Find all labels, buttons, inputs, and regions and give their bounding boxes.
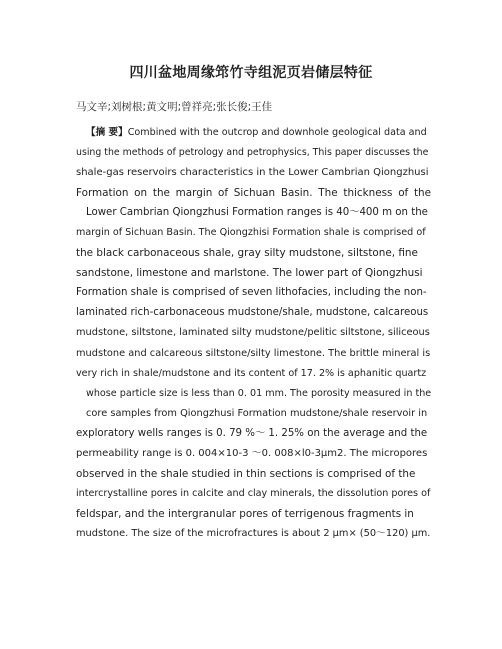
abstract-line: feldspar, and the intergranular pores of terrigenous fragments in: [76, 507, 414, 520]
abstract-line: permeability range is 0. 004×10-3 ～0. 008×l0-3μm2. The micropores: [76, 447, 428, 459]
abstract-section: [76, 123, 431, 544]
abstract-line: Lower Cambrian Qiongzhusi Formation ranges is 40～400 m on the: [86, 207, 428, 219]
abstract-line: sandstone, limestone and marlstone. The lower part of Qiongzhusi: [76, 267, 423, 280]
abstract-line: Formation on the margin of Sichuan Basin. The thickness of the: [76, 187, 431, 200]
abstract-label: 【摘 要】: [86, 127, 128, 138]
abstract-line: Formation shale is comprised of seven lithofacies, including the non-: [76, 287, 427, 299]
abstract-line: laminated rich-carbonaceous mudstone/shale, mudstone, calcareous: [76, 307, 429, 319]
abstract-line: mudstone, siltstone, laminated silty mudstone/pelitic siltstone, siliceous: [76, 327, 430, 339]
abstract-text: Combined with the outcrop and downhole geological data and: [127, 127, 427, 138]
abstract-line: intercrystalline pores in calcite and clay minerals, the dissolution pores of: [76, 487, 431, 499]
abstract-line: shale-gas reservoirs characteristics in the Lower Cambrian Qiongzhusi: [76, 167, 429, 179]
abstract-line-1: [76, 123, 431, 143]
document-title: 四川盆地周缘筇竹寺组泥页岩储层特征: [129, 65, 373, 81]
author-list: 马文辛;刘树根;黄文明;曾祥亮;张长俊;王佳: [76, 101, 273, 113]
abstract-line: mudstone and calcareous siltstone/silty limestone. The brittle mineral is: [76, 347, 431, 359]
abstract-line: mudstone. The size of the microfractures is about 2 μm× (50～120) μm.: [76, 527, 431, 539]
abstract-line: core samples from Qiongzhusi Formation mudstone/shale reservoir in: [86, 407, 428, 419]
abstract-line: the black carbonaceous shale, gray silty mudstone, siltstone, fine: [76, 247, 418, 260]
abstract-line: margin of Sichuan Basin. The Qiongzhisi Formation shale is comprised of: [76, 227, 426, 239]
abstract-line: whose particle size is less than 0. 01 mm. The porosity measured in the: [86, 387, 432, 399]
abstract-line: observed in the shale studied in thin sections is comprised of the: [76, 467, 416, 480]
abstract-line: very rich in shale/mudstone and its content of 17. 2% is aphanitic quartz: [76, 367, 427, 379]
abstract-line: using the methods of petrology and petrophysics, This paper discusses the: [76, 147, 429, 159]
abstract-line: exploratory wells ranges is 0. 79 %～ 1. 25% on the average and the: [76, 427, 428, 439]
